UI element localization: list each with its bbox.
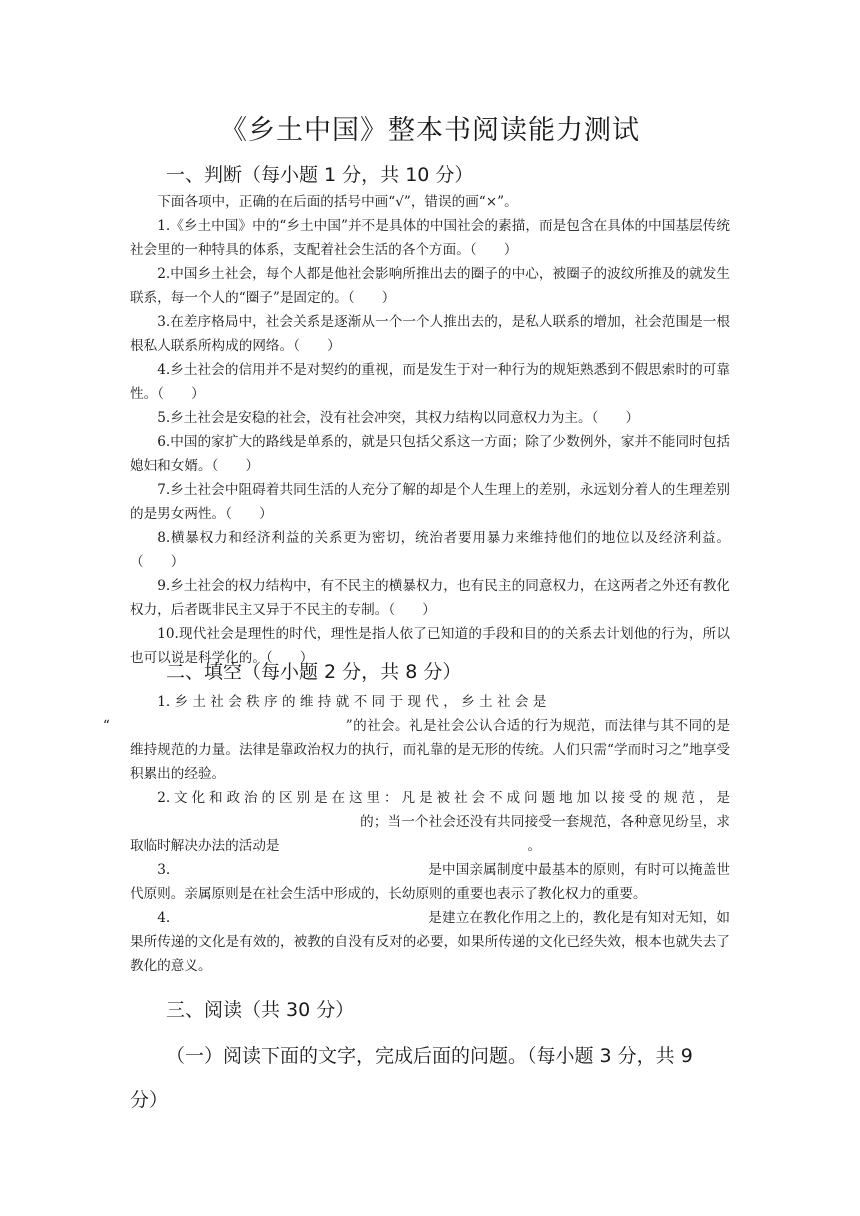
- fill-q4-number: 4.: [157, 910, 171, 926]
- judgment-item-1: 1.《乡土中国》中的“乡土中国”并不是具体的中国社会的素描，而是包含在具体的中国基层传统社会里的一种特具的体系，支配着社会生活的各个方面。（ ）: [130, 218, 730, 258]
- judgment-item-10: 10.现代社会是理性的时代，理性是指人依了已知道的手段和目的的关系去计划他的行为，所以也可以说是科学化的。（ ）: [130, 626, 730, 666]
- judgment-item-6: 6.中国的家扩大的路线是单系的，就是只包括父系这一方面；除了少数例外，家并不能同时包括媳妇和女婿。（ ）: [130, 434, 730, 474]
- fill-blank-question-3: [130, 858, 730, 906]
- fill-blank-section-body: [102, 690, 730, 978]
- fill-q1-open-quote: “: [102, 718, 110, 734]
- fill-q3-number: 3.: [157, 862, 171, 878]
- judgment-item-2: 2.中国乡土社会，每个人都是他社会影响所推出去的圈子的中心，被圈子的波纹所推及的就发生联系，每一个人的“圈子”是固定的。（ ）: [130, 266, 730, 306]
- judgment-item-7: 7.乡土社会中阻碍着共同生活的人充分了解的却是个人生理上的差别，永远划分着人的生理差别的是男女两性。（ ）: [130, 482, 730, 522]
- fill-blank-question-2: [130, 786, 730, 858]
- reading-subsection-1-title-cont: 分）: [130, 1089, 169, 1111]
- section-heading-judgment: 一、判断（每小题 1 分，共 10 分）: [166, 164, 474, 186]
- judgment-instructions: 下面各项中，正确的在后面的括号中画“√”，错误的画“×”。: [157, 194, 518, 210]
- section-heading-reading: 三、阅读（共 30 分）: [166, 999, 355, 1021]
- document-title: 《乡土中国》整本书阅读能力测试: [220, 115, 640, 146]
- section-heading-fill-blank: 二、填空（每小题 2 分，共 8 分）: [166, 661, 462, 683]
- fill-q1-rest: ”的社会。礼是社会公认合适的行为规范，而法律与其不同的是维持规范的力量。法律是靠政治权力的执行，而礼靠的是无形的传统。人们只需“学而时习之”地享受积累出的经验。: [130, 718, 730, 782]
- fill-q3-rest: 是中国亲属制度中最基本的原则，有时可以掩盖世代原则。亲属原则是在社会生活中形成的，长幼原则的重要也表示了教化权力的重要。: [130, 862, 730, 902]
- fill-q1-lead: 1. 乡 土 社 会 秩 序 的 维 持 就 不 同 于 现 代 ， 乡 土 社 会 是: [157, 694, 547, 710]
- reading-subsection-1-title: （一）阅读下面的文字，完成后面的问题。（每小题 3 分，共 9: [166, 1045, 693, 1067]
- judgment-item-9: 9.乡土社会的权力结构中，有不民主的横暴权力，也有民主的同意权力，在这两者之外还有教化权力，后者既非民主又异于不民主的专制。（ ）: [130, 578, 730, 618]
- judgment-section-body: [130, 190, 730, 670]
- fill-q2-mid: 的；当一个社会还没有共同接受一套规范，各种意见纷呈，求取临时解决办法的活动是: [130, 814, 730, 854]
- judgment-item-4: 4.乡土社会的信用并不是对契约的重视，而是发生于对一种行为的规矩熟悉到不假思索时的可靠性。（ ）: [130, 362, 730, 402]
- fill-q2-lead: 2.文化和政治的区别是在这里：凡是被社会不成问题地加以接受的规范，是: [157, 790, 730, 806]
- judgment-item-5: 5.乡土社会是安稳的社会，没有社会冲突，其权力结构以同意权力为主。（ ）: [157, 410, 640, 426]
- judgment-item-8: 8.横暴权力和经济利益的关系更为密切，统治者要用暴力来维持他们的地位以及经济利益。（ ）: [130, 530, 730, 570]
- fill-q2-end: 。: [527, 838, 542, 854]
- judgment-item-3: 3.在差序格局中，社会关系是逐渐从一个一个人推出去的，是私人联系的增加，社会范围是一根根私人联系所构成的网络。（ ）: [130, 314, 730, 354]
- fill-blank-question-4: [130, 906, 730, 978]
- fill-blank-question-1: [102, 690, 730, 786]
- fill-q4-rest: 是建立在教化作用之上的，教化是有知对无知，如果所传递的文化是有效的，被教的自没有反对的必要，如果所传递的文化已经失效，根本也就失去了教化的意义。: [130, 910, 730, 974]
